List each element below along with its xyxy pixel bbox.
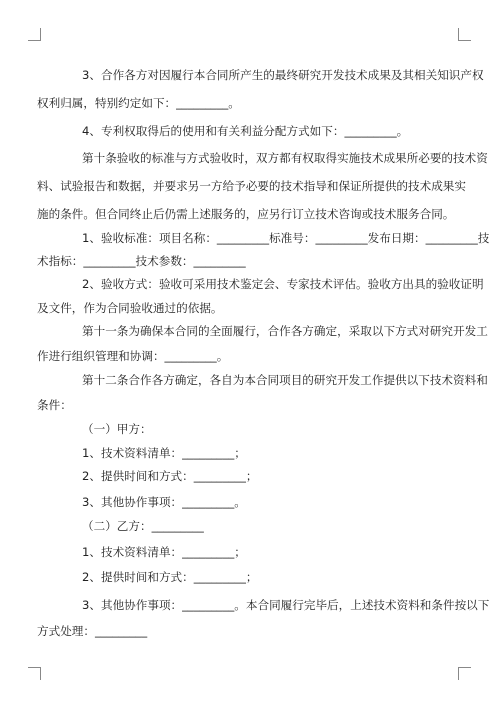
p-party-b-item2-line-1: 2、提供时间和方式：_________； [82, 570, 258, 584]
p-article10-item2-line-1: 2、验收方式：验收可采用技术鉴定会、专家技术评估。验收方出具的验收证明 [82, 277, 484, 291]
crop-mark-top-right [458, 28, 471, 41]
p-article11-line-1: 第十一条为确保本合同的全面履行，合作各方确定，采取以下方式对研究开发工 [82, 324, 488, 338]
p-party-b-item1-line-1: 1、技术资料清单：_________； [82, 545, 246, 559]
p-party-b-item3-line-1: 3、其他协作事项：_________。本合同履行完毕后，上述技术资料和条件按以下 [82, 598, 490, 612]
crop-mark-bottom-left [28, 667, 41, 680]
p-party-a-item3-line-1: 3、其他协作事项：_________。 [82, 495, 246, 509]
p-article9-item3-line-2: 权利归属，特别约定如下：_________。 [37, 96, 240, 110]
crop-mark-bottom-right [458, 667, 471, 680]
p-article9-item4-line-1: 4、专利权取得后的使用和有关利益分配方式如下：_________。 [82, 124, 409, 138]
p-article10-line-3: 施的条件。但合同终止后仍需上述服务的，应另行订立技术咨询或技术服务合同。 [37, 207, 455, 221]
p-article10-item1-line-1: 1、验收标准：项目名称：_________标准号：_________发布日期：_________技 [82, 231, 490, 245]
p-article10-line-1: 第十条验收的标准与方式验收时，双方都有权取得实施技术成果所必要的技术资 [82, 151, 488, 165]
p-party-b-item3-line-2: 方式处理：_________ [37, 624, 148, 638]
p-article12-line-1: 第十二条合作各方确定，各自为本合同项目的研究开发工作提供以下技术资料和 [82, 373, 488, 387]
p-article10-item2-line-2: 及文件，作为合同验收通过的依据。 [37, 301, 223, 315]
p-article10-line-2: 料、试验报告和数据，并要求另一方给予必要的技术指导和保证所提供的技术成果实 [37, 179, 466, 193]
p-party-b-line-1: （二）乙方：_________ [82, 519, 204, 533]
p-party-a-item1-line-1: 1、技术资料清单：_________； [82, 446, 246, 460]
p-article12-line-2: 条件： [37, 398, 72, 412]
p-party-a-item2-line-1: 2、提供时间和方式：_________； [82, 469, 258, 483]
crop-mark-top-left [28, 28, 41, 41]
p-article10-item1-line-2: 术指标：_________技术参数：_________ [37, 254, 246, 268]
p-party-a-line-1: （一）甲方： [82, 422, 152, 436]
p-article9-item3-line-1: 3、合作各方对因履行本合同所产生的最终研究开发技术成果及其相关知识产权 [82, 68, 484, 82]
p-article11-line-2: 作进行组织管理和协调：_________。 [37, 349, 229, 363]
